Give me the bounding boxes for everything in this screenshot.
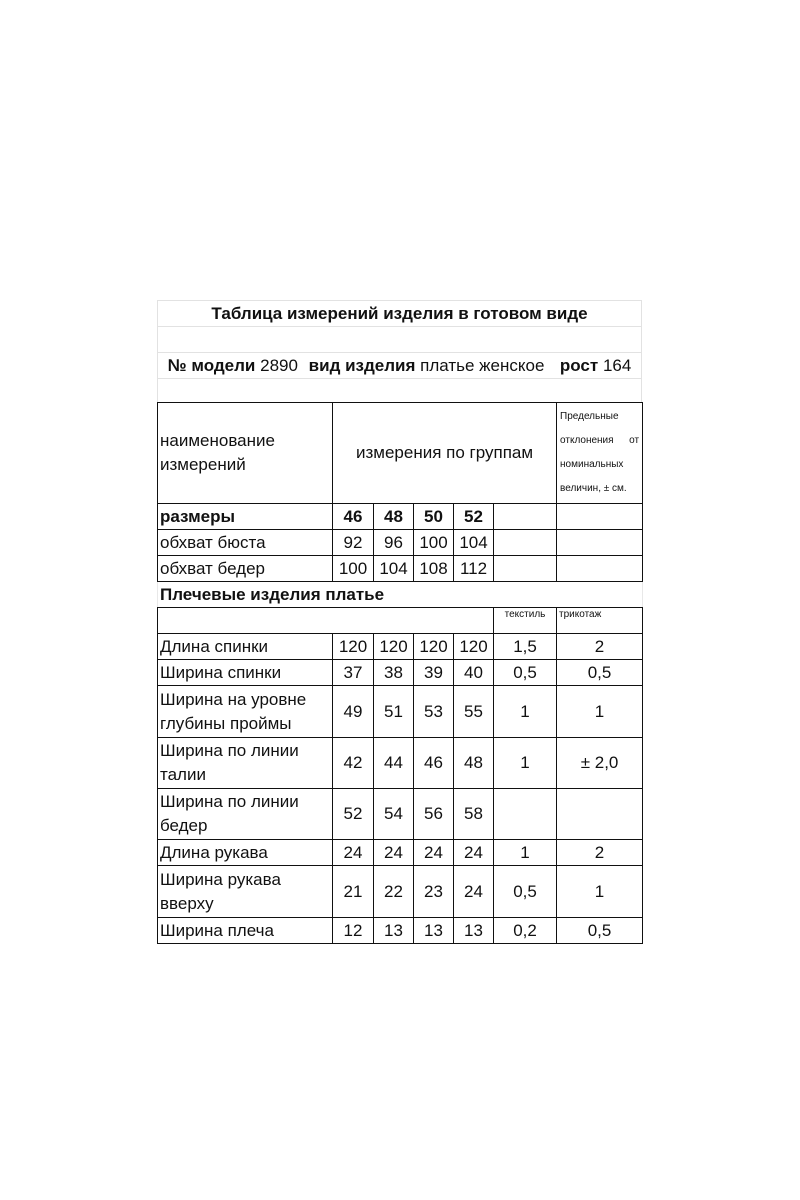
value-cell: 13 [414, 918, 454, 944]
name-column-header: наименование измерений [158, 403, 333, 504]
value-cell: 104 [374, 556, 414, 582]
value-cell: 100 [414, 530, 454, 556]
knit-tolerance: 1 [557, 686, 643, 738]
value-cell: 56 [414, 789, 454, 840]
textile-tolerance: 1 [494, 738, 557, 789]
value-cell: 24 [454, 866, 494, 918]
type-label: вид изделия [308, 355, 416, 375]
value-cell: 55 [454, 686, 494, 738]
value-cell: 54 [374, 789, 414, 840]
size-cell: 52 [454, 504, 494, 530]
spacer-row [157, 326, 642, 352]
value-cell: 24 [374, 840, 414, 866]
textile-tolerance: 0,5 [494, 660, 557, 686]
value-cell: 42 [333, 738, 374, 789]
model-value: 2890 [260, 355, 298, 375]
size-cell: 46 [333, 504, 374, 530]
table-row [158, 738, 643, 789]
textile-tolerance: 1,5 [494, 634, 557, 660]
type-value: платье женское [420, 355, 545, 375]
textile-header: текстиль [494, 608, 557, 634]
sizes-label: размеры [158, 504, 333, 530]
value-cell: 39 [414, 660, 454, 686]
value-cell: 52 [333, 789, 374, 840]
value-cell: 120 [414, 634, 454, 660]
knit-tolerance: 0,5 [557, 918, 643, 944]
table-row [158, 634, 643, 660]
row-name: Ширина плеча [158, 918, 333, 944]
textile-tolerance [494, 789, 557, 840]
header-row [158, 403, 643, 504]
table-row [158, 840, 643, 866]
value-cell: 12 [333, 918, 374, 944]
textile-tolerance: 0,5 [494, 866, 557, 918]
table-row [158, 530, 643, 556]
table-row [158, 686, 643, 738]
value-cell: 38 [374, 660, 414, 686]
table-row [158, 556, 643, 582]
height-label: рост [559, 355, 599, 375]
row-name: Длина рукава [158, 840, 333, 866]
knit-tolerance [557, 789, 643, 840]
value-cell: 24 [454, 840, 494, 866]
fabric-header-row [158, 608, 643, 634]
value-cell: 120 [454, 634, 494, 660]
knit-tolerance: 2 [557, 634, 643, 660]
value-cell: 120 [333, 634, 374, 660]
sizes-row [158, 504, 643, 530]
model-label: № модели [167, 355, 256, 375]
value-cell: 48 [454, 738, 494, 789]
value-cell: 96 [374, 530, 414, 556]
row-name: Длина спинки [158, 634, 333, 660]
measurement-table [157, 402, 643, 944]
knit-tolerance: 0,5 [557, 660, 643, 686]
value-cell: 58 [454, 789, 494, 840]
knit-tolerance: 2 [557, 840, 643, 866]
section-row [158, 582, 643, 608]
value-cell: 22 [374, 866, 414, 918]
height-value: 164 [602, 355, 632, 375]
groups-header: измерения по группам [333, 403, 557, 504]
table-row [158, 918, 643, 944]
value-cell: 100 [333, 556, 374, 582]
sheet-title: Таблица измерений изделия в готовом виде [157, 300, 642, 326]
table-row [158, 789, 643, 840]
value-cell: 120 [374, 634, 414, 660]
value-cell: 24 [333, 840, 374, 866]
section-title: Плечевые изделия платье [158, 582, 643, 608]
value-cell: 21 [333, 866, 374, 918]
value-cell: 13 [454, 918, 494, 944]
model-info-row [157, 352, 642, 378]
value-cell: 13 [374, 918, 414, 944]
value-cell: 53 [414, 686, 454, 738]
value-cell: 108 [414, 556, 454, 582]
value-cell: 37 [333, 660, 374, 686]
size-cell: 50 [414, 504, 454, 530]
value-cell: 49 [333, 686, 374, 738]
value-cell: 46 [414, 738, 454, 789]
textile-tolerance: 1 [494, 686, 557, 738]
deviation-header: Предельные отклонения от номинальных величин, ± см. [557, 403, 643, 504]
knit-tolerance: 1 [557, 866, 643, 918]
spacer-row [157, 378, 642, 402]
knit-header: трикотаж [557, 608, 643, 634]
measurement-sheet [157, 300, 642, 944]
row-name: обхват бедер [158, 556, 333, 582]
row-name: обхват бюста [158, 530, 333, 556]
textile-tolerance: 0,2 [494, 918, 557, 944]
table-row [158, 660, 643, 686]
knit-tolerance: ± 2,0 [557, 738, 643, 789]
value-cell: 44 [374, 738, 414, 789]
row-name: Ширина спинки [158, 660, 333, 686]
value-cell: 112 [454, 556, 494, 582]
textile-tolerance: 1 [494, 840, 557, 866]
row-name: Ширина рукава вверху [158, 866, 333, 918]
value-cell: 24 [414, 840, 454, 866]
table-row [158, 866, 643, 918]
value-cell: 92 [333, 530, 374, 556]
value-cell: 40 [454, 660, 494, 686]
row-name: Ширина на уровне глубины проймы [158, 686, 333, 738]
value-cell: 23 [414, 866, 454, 918]
row-name: Ширина по линии бедер [158, 789, 333, 840]
value-cell: 104 [454, 530, 494, 556]
row-name: Ширина по линии талии [158, 738, 333, 789]
size-cell: 48 [374, 504, 414, 530]
value-cell: 51 [374, 686, 414, 738]
